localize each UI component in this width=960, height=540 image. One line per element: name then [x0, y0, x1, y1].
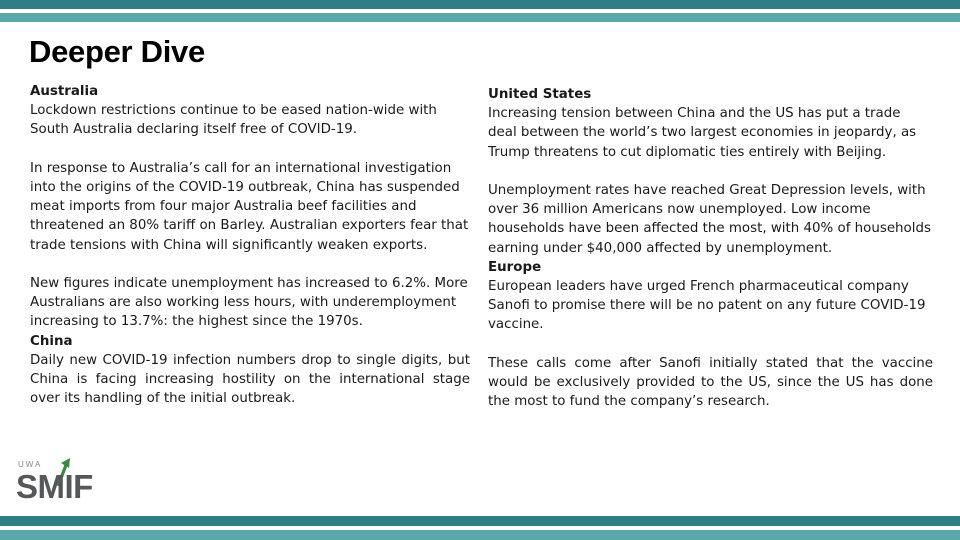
china-heading: China [30, 333, 73, 349]
logo-uwa-text: UWA [18, 460, 43, 469]
us-paragraph-1: Increasing tension between China and the US has put a trade deal between the world’s two largest economies in jeopardy, as Trump threatens to cut diplomatic ties entirely with Beijing. [488, 106, 917, 160]
australia-section [30, 82, 470, 332]
australia-heading: Australia [30, 84, 99, 99]
logo-wordmark: SMIF [16, 468, 93, 505]
europe-paragraph-2: These calls come after Sanofi initially stated that the vaccine would be exclusively provided to the US, since the US has done the most to fund the company’s research. [488, 355, 933, 410]
bottom-stripe-light [0, 530, 960, 540]
australia-paragraph-1: Lockdown restrictions continue to be eased nation-wide with South Australia declaring itself free of COVID-19. [30, 103, 437, 138]
europe-heading: Europe [488, 259, 542, 275]
left-column [30, 82, 470, 408]
slide-title: Deeper Dive [29, 34, 205, 69]
china-paragraph-1: Daily new COVID-19 infection numbers drop to single digits, but China is facing increasing hostility on the international stage over its handling of the initial outbreak. [30, 352, 470, 407]
us-paragraph-2: Unemployment rates have reached Great Depression levels, with over 36 million Americans now unemployed. Low income households have been affected the most, with 40% of households earning under $40,000 affected by unemployment. [488, 183, 931, 256]
australia-paragraph-2: In response to Australia’s call for an international investigation into the origins of the COVID-19 outbreak, China has suspended meat imports from four major Australia beef facilities and threatened an 80% tariff on Barley. Australian exporters fear that trade tensions with China will significantly weaken exports. [30, 160, 469, 253]
china-section [30, 332, 470, 409]
us-heading: United States [488, 87, 592, 102]
uwa-smif-logo [14, 456, 110, 512]
top-stripe-dark [0, 0, 960, 9]
top-stripe-light [0, 13, 960, 22]
right-column [488, 85, 933, 411]
us-section [488, 85, 933, 258]
europe-section [488, 258, 933, 412]
australia-paragraph-3: New figures indicate unemployment has increased to 6.2%. More Australians are also working less hours, with underemployment increasing to 13.7%: the highest since the 1970s. [30, 276, 468, 330]
europe-paragraph-1: European leaders have urged French pharmaceutical company Sanofi to promise there will be no patent on any future COVID-19 vaccine. [488, 279, 926, 333]
bottom-stripe-dark [0, 516, 960, 526]
